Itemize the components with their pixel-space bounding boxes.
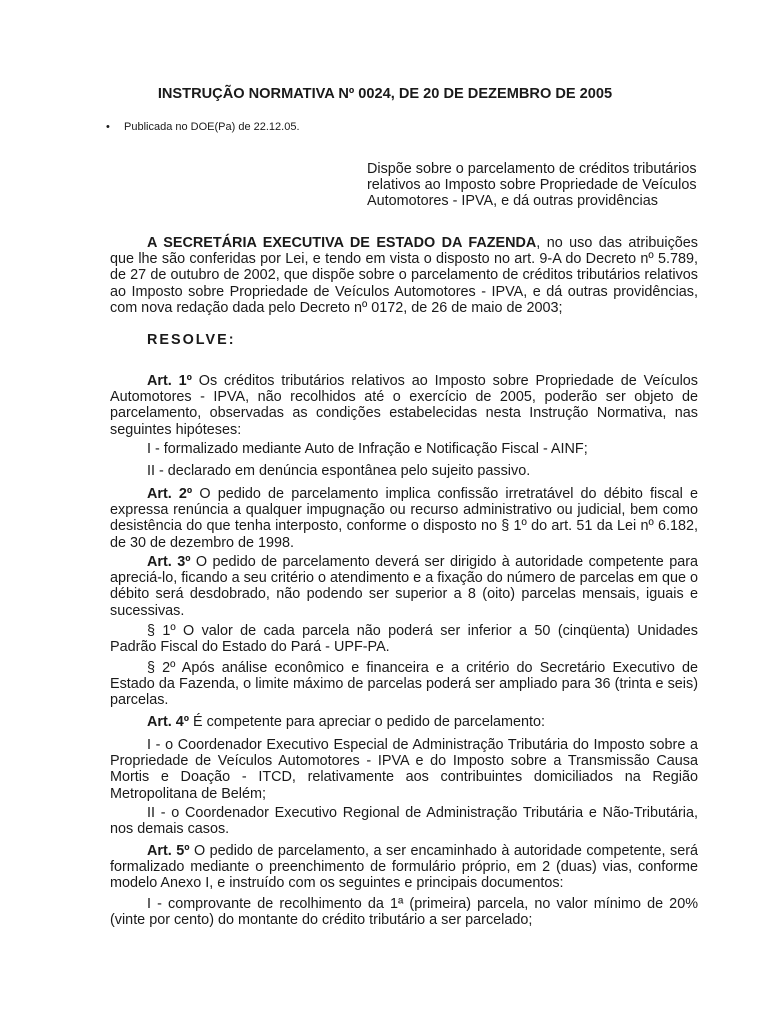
- art1-text: Os créditos tributários relativos ao Imposto sobre Propriedade de Veículos Automotores - IPVA, não recolhidos até o exercício de 2005, poderão ser objeto de parcelamento, observadas as condições estabelecidas nesta Instrução Normativa, nas seguintes hipóteses:: [110, 373, 698, 438]
- art1-inciso-1: I - formalizado mediante Auto de Infração e Notificação Fiscal - AINF;: [147, 441, 588, 457]
- ementa: Dispõe sobre o parcelamento de créditos tributários relativos ao Imposto sobre Propriedade de Veículos Automotores - IPVA, e dá outras providências: [367, 161, 697, 210]
- publication-text: Publicada no DOE(Pa) de 22.12.05.: [124, 121, 300, 133]
- art3-text: O pedido de parcelamento deverá ser dirigido à autoridade competente para apreciá-lo, ficando a seu critério o atendimento e a fixação do número de parcelas em que o débito será desdobrado, não podendo ser superior a 8 (oito) parcelas mensais, iguais e sucessivas.: [110, 554, 699, 619]
- article-4: [110, 714, 698, 730]
- publication-note: [106, 121, 300, 134]
- art3-label: Art. 3º: [147, 554, 191, 570]
- art1-label: Art. 1º: [147, 373, 192, 389]
- art5-label: Art. 5º: [147, 843, 190, 859]
- art4-text: É competente para apreciar o pedido de parcelamento:: [189, 714, 546, 730]
- preamble-text: , no uso das atribuições que lhe são conferidas por Lei, e tendo em vista o disposto no art. 9-A do Decreto nº 5.789, de 27 de outubro de 2002, que dispõe sobre o parcelamento de créditos tributários relativos ao Imposto sobre Propriedade de Veículos Automotores - IPVA, e dá outras providências, com nova redação dada pelo Decreto nº 0172, de 26 de maio de 2003;: [110, 235, 698, 316]
- art1-inciso-2: II - declarado em denúncia espontânea pelo sujeito passivo.: [147, 463, 531, 479]
- art2-text: O pedido de parcelamento implica confissão irretratável do débito fiscal e expressa renúncia a qualquer impugnação ou recurso administrativo ou judicial, bem como desistência do que tenha interposto, conforme o disposto no § 1º do art. 51 da Lei nº 6.182, de 30 de dezembro de 1998.: [110, 486, 698, 551]
- article-1: [110, 373, 698, 438]
- art4-inciso-2: II - o Coordenador Executivo Regional de Administração Tributária e Não-Tributária, nos demais casos.: [110, 805, 698, 838]
- article-3: [110, 554, 698, 619]
- art4-label: Art. 4º: [147, 714, 190, 730]
- bullet-icon: •: [106, 121, 110, 133]
- art4-inciso-1: I - o Coordenador Executivo Especial de Administração Tributária do Imposto sobre a Propriedade de Veículos Automotores - IPVA e do Imposto sobre a Transmissão Causa Mortis e Doação - ITCD, relativamente aos contribuintes domiciliados na Região Metropolitana de Belém;: [110, 737, 698, 802]
- preamble-authority: A SECRETÁRIA EXECUTIVA DE ESTADO DA FAZENDA: [147, 235, 537, 251]
- art5-text: O pedido de parcelamento, a ser encaminhado à autoridade competente, será formalizado mediante o preenchimento de formulário próprio, em 2 (duas) vias, conforme modelo Anexo I, e instruído com os seguintes e principais documentos:: [110, 843, 698, 892]
- document-title: INSTRUÇÃO NORMATIVA Nº 0024, DE 20 DE DEZEMBRO DE 2005: [157, 86, 613, 102]
- art3-paragraph-2: § 2º Após análise econômico e financeira e a critério do Secretário Executivo de Estado da Fazenda, o limite máximo de parcelas poderá ser ampliado para 36 (trinta e seis) parcelas.: [110, 660, 698, 709]
- resolve-heading: RESOLVE:: [147, 332, 236, 348]
- art2-label: Art. 2º: [147, 486, 193, 502]
- art5-inciso-1: I - comprovante de recolhimento da 1ª (primeira) parcela, no valor mínimo de 20% (vinte por cento) do montante do crédito tributário a ser parcelado;: [110, 896, 698, 929]
- article-2: [110, 486, 698, 551]
- art3-paragraph-1: § 1º O valor de cada parcela não poderá ser inferior a 50 (cinqüenta) Unidades Padrão Fiscal do Estado do Pará - UPF-PA.: [110, 623, 698, 656]
- article-5: [110, 843, 698, 892]
- preamble: [110, 235, 698, 316]
